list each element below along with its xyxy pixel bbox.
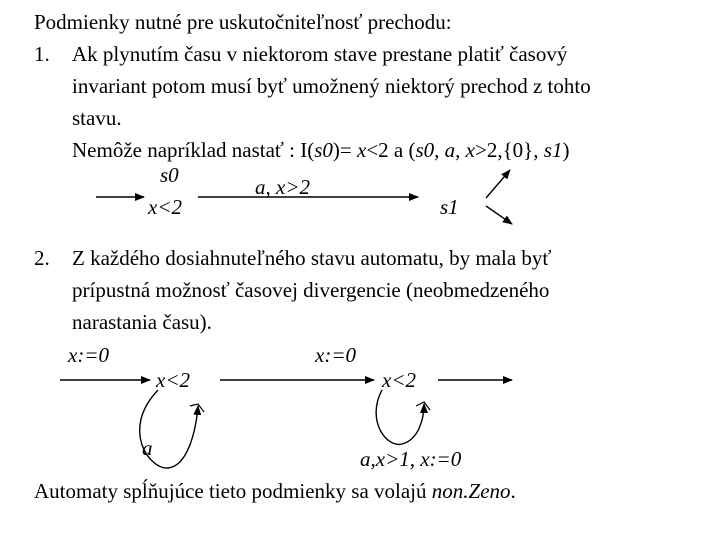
item2-line2: prípustná možnosť časovej divergencie (neobmedzeného <box>72 278 550 302</box>
diagram2-reset-left: x:=0 <box>68 343 109 367</box>
example-mid3: >2,{0}, <box>475 138 544 162</box>
heading: Podmienky nutné pre uskutočniteľnosť prechodu: <box>34 10 452 34</box>
diagram2-loop-right: a,x>1, x:=0 <box>360 447 462 471</box>
example-mid2: <2 a ( <box>366 138 416 162</box>
item1-line3: stavu. <box>72 106 122 130</box>
footer-prefix: Automaty spĺňujúce tieto podmienky sa volajú <box>34 479 432 503</box>
example-x: x <box>357 138 367 162</box>
item1-line1: Ak plynutím času v niektorom stave prestane platiť časový <box>72 42 568 66</box>
item1-number: 1. <box>34 42 50 66</box>
footer-suffix: . <box>510 479 516 503</box>
example-mid1: )= <box>332 138 357 162</box>
diagram2-loop-left: a <box>142 436 153 460</box>
example-s0: s0 <box>314 138 333 162</box>
footer-term: non.Zeno <box>431 479 511 503</box>
diagram2-left-self-loop <box>140 390 198 468</box>
item2-line1: Z každého dosiahnuteľného stavu automatu, by mala byť <box>72 246 552 270</box>
diagram1-state-s1: s1 <box>440 195 459 219</box>
diagram2-right-loop-tick <box>416 402 430 410</box>
example-suffix: ) <box>562 138 570 162</box>
diagram2-invariant-left: x<2 <box>156 368 190 392</box>
diagram2-invariant-right: x<2 <box>382 368 416 392</box>
example-prefix: Nemôže napríklad nastať : I( <box>72 138 315 162</box>
diagram1-state-s0: s0 <box>160 163 179 187</box>
diagram1-invariant: x<2 <box>148 195 182 219</box>
example-s1: s1 <box>543 138 563 162</box>
diagram1-exit-arrow-down <box>486 206 512 224</box>
diagram2-reset-right: x:=0 <box>315 343 356 367</box>
item2-number: 2. <box>34 246 50 270</box>
example-tuple: s0, a, x <box>415 138 475 162</box>
diagram2-right-self-loop <box>376 390 424 444</box>
diagram1-edge-label: a, x>2 <box>255 175 310 199</box>
item2-line3: narastania času). <box>72 310 212 334</box>
item1-line2: invariant potom musí byť umožnený niektorý prechod z tohto <box>72 74 591 98</box>
diagram1-exit-arrow-up <box>486 170 510 198</box>
